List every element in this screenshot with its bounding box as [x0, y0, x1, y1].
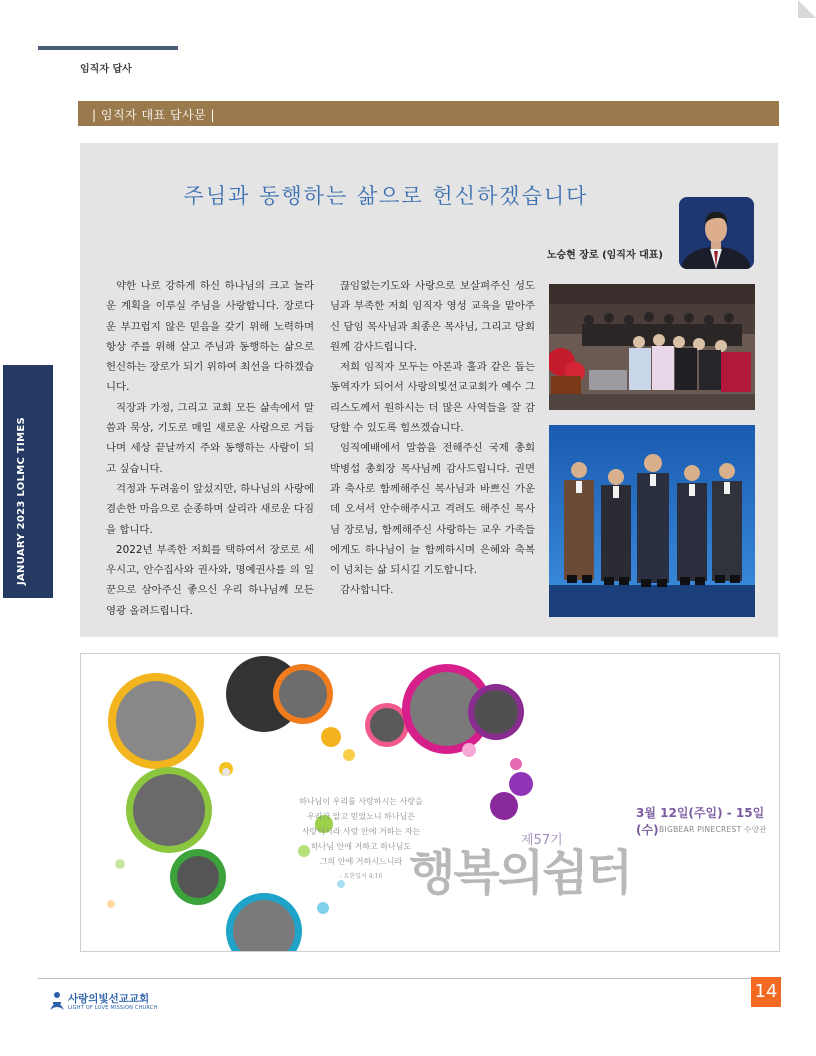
footer-rule: [38, 978, 782, 979]
retreat-title: 행복의쉼터: [409, 845, 631, 901]
paragraph: 약한 나로 강하게 하신 하나님의 크고 놀라운 계획을 이루실 주님을 사랑합니다. 장로다운 부끄럽지 않은 믿음을 갖기 위해 노력하며 항상 주를 위해 살고 주님과 동행하는 삶으로 헌신하는 장로가 되기 위하여 최선을 다하겠습니다.: [106, 280, 314, 394]
page-number: 14: [751, 977, 781, 1007]
side-tab: [3, 365, 53, 598]
article-byline: 노승현 장로 (임직자 대표): [546, 250, 663, 261]
paragraph: 저희 임직자 모두는 아론과 훌과 같은 돕는 동역자가 되어서 사랑의빛선교교회가 예수 그리스도께서 원하시는 더 많은 사역들을 잘 감당할 수 있도록 힘쓰겠습니다.: [330, 361, 535, 435]
band-title: | 임직자 대표 답사문 |: [92, 108, 216, 122]
church-name-en: LIGHT OF LOVE MISSION CHURCH: [68, 1005, 158, 1011]
article-column-left: [106, 276, 314, 621]
verse-reference: - 요한일서 4:16: [339, 873, 383, 880]
retreat-venue: BIGBEAR PINECREST 수양관: [659, 825, 767, 834]
verse-line: 우리가 알고 믿었노니 하나님은: [306, 812, 416, 821]
page-corner-fold: [798, 0, 816, 18]
verse-line: 그의 안에 거하시느니라: [319, 857, 403, 866]
congregation-photo: [549, 284, 755, 410]
author-portrait: [679, 197, 754, 269]
church-name: 사랑의빛선교교회: [68, 993, 150, 1005]
paragraph: 임직예배에서 말씀을 전해주신 국제 총회 박병섭 총회장 목사님께 감사드립니다. 권면과 축사로 함께해주신 목사님과 바쁘신 가운데 오셔서 안수해주시고 격려도 해주신 목사님 장로님, 함께해주신 사랑하는 교우 가족들에게도 하나님이 늘 함께하시며 은혜와 축복이 넘치는 삶 되시길 기도합니다.: [330, 442, 535, 577]
paragraph: 직장과 가정, 그리고 교회 모든 삶속에서 말씀과 묵상, 기도로 매일 새로운 사람으로 거듭나며 세상 끝날까지 주와 동행하는 사람이 되고 싶습니다.: [106, 401, 314, 475]
elders-group-photo: [549, 425, 755, 617]
retreat-ordinal: 제57기: [521, 833, 563, 848]
article-column-right: [330, 276, 535, 601]
paragraph: 2022년 부족한 저희를 택하여서 장로로 세우시고, 안수집사와 권사와, 명예권사를 의 일꾼으로 삼아주신 좋으신 우리 하나님께 모든 영광 올려드립니다.: [106, 543, 314, 617]
paragraph: 감사합니다.: [340, 584, 394, 597]
header-rule: [38, 46, 178, 50]
paragraph: 끊임없는기도와 사랑으로 보살펴주신 성도님과 부족한 저희 임직자 영성 교육을 맡아주신 담임 목사님과 최종은 목사님, 그리고 당회원께 감사드립니다.: [330, 280, 535, 353]
verse-line: 하나님이 우리를 사랑하시는 사랑을: [299, 797, 423, 806]
side-tab-text: JANUARY 2023 LOLMC TIMES: [16, 417, 27, 585]
church-logo: [48, 988, 178, 1016]
retreat-banner: [80, 653, 780, 952]
section-label: 임직자 답사: [80, 64, 132, 75]
retreat-dates: 3월 12일(주일) - 15일(수): [636, 806, 765, 837]
verse-line: 사랑이시라 사랑 안에 거하는 자는: [301, 827, 421, 836]
paragraph: 걱정과 두려움이 앞섰지만, 하나님의 사랑에 겸손한 마음으로 순종하며 살리라 새로운 다짐을 합니다.: [106, 482, 314, 536]
verse-line: 하나님 안에 거하고 하나님도: [310, 842, 412, 851]
article-headline: 주님과 동행하는 삶으로 헌신하겠습니다: [183, 184, 589, 208]
church-logo-icon: [48, 990, 66, 1012]
